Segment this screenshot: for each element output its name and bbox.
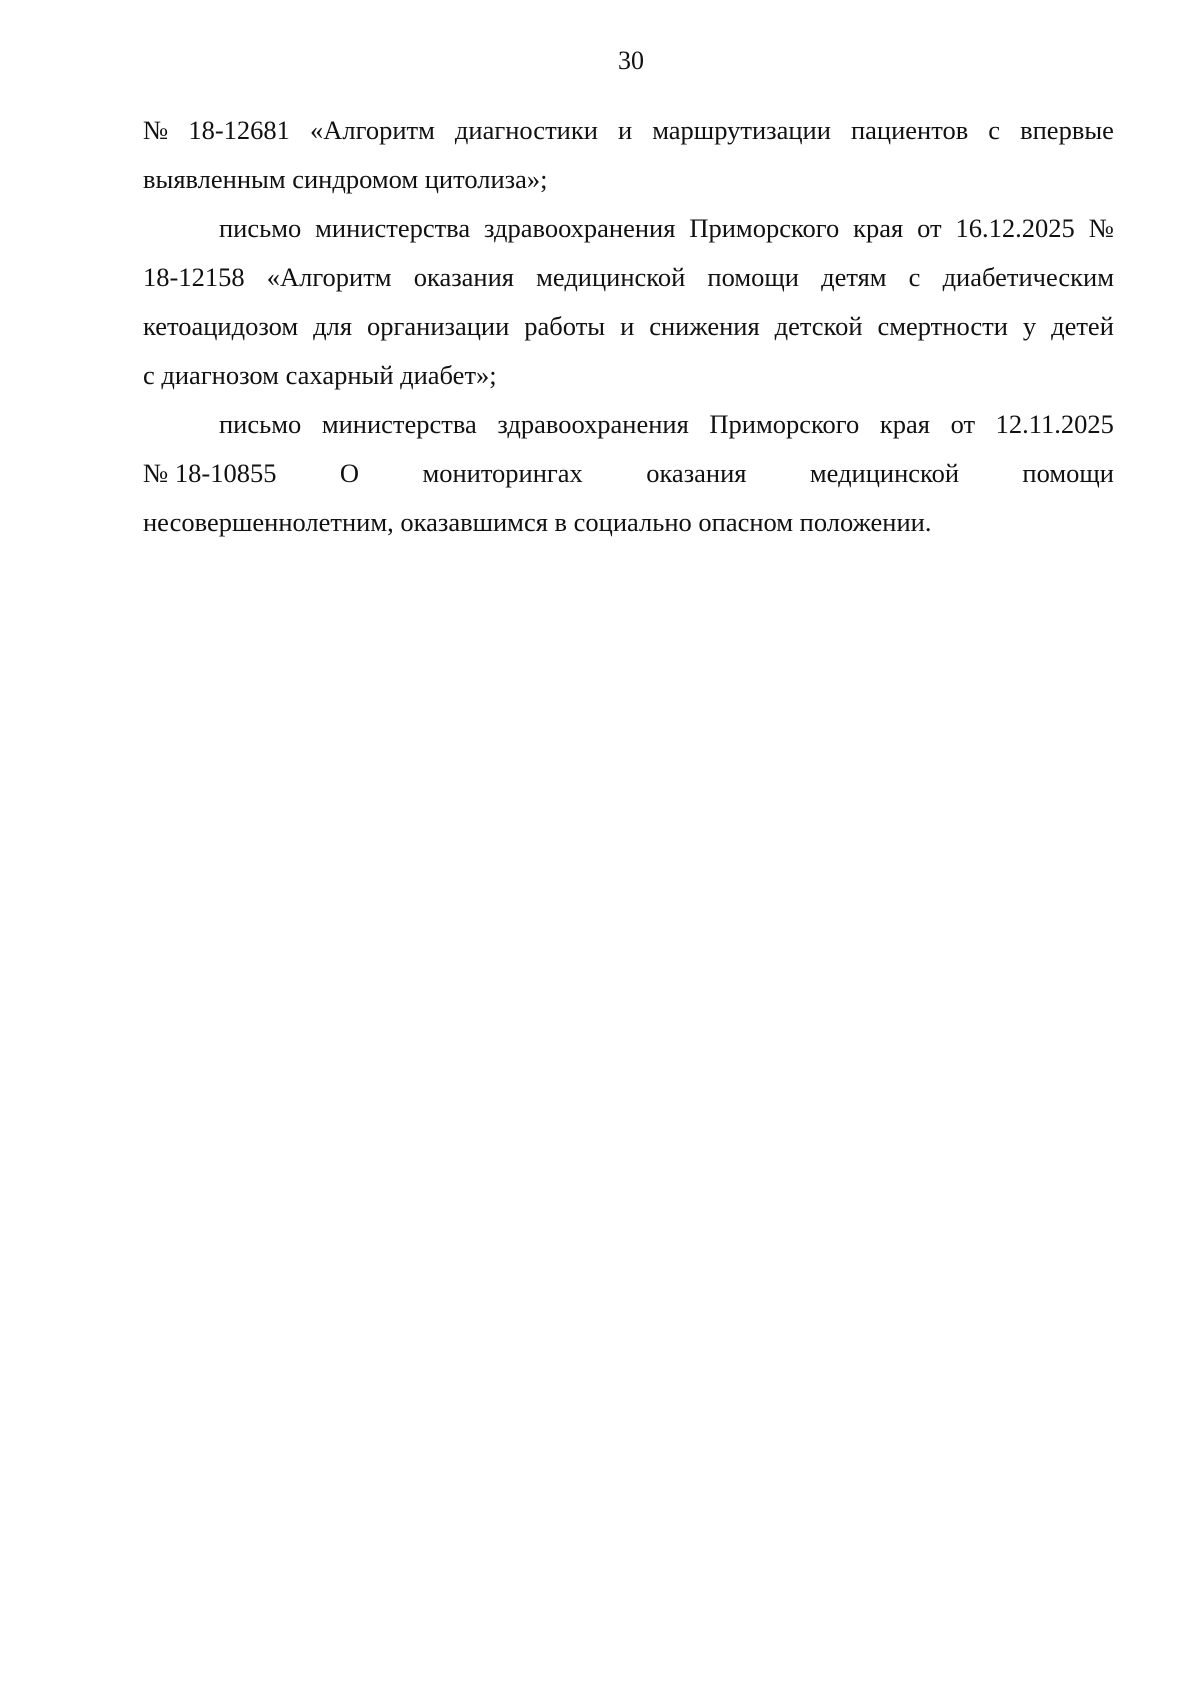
word: края [879,409,930,439]
text-line: несовершеннолетним, оказавшимся в социально опасном положении. [143,507,932,537]
word: снижения [649,311,760,341]
word: маршрутизации [652,115,831,145]
paragraph-letter-2 [143,400,1114,547]
text-line: с диагнозом сахарный диабет»; [143,360,497,390]
word: помощи [1022,458,1114,488]
paragraph-continuation [143,106,1114,204]
word: «Алгоритм [310,115,435,145]
text-line [143,449,1114,498]
paragraph-letter-1 [143,204,1114,400]
text-line [143,204,1114,253]
word: детской [774,311,863,341]
word: организации [367,311,510,341]
word: Приморского [709,409,860,439]
word: работы [524,311,606,341]
word: края [853,213,904,243]
word: у [1022,311,1037,341]
word: оказания [646,458,747,488]
document-body [143,106,1114,547]
word: «Алгоритм [266,262,392,292]
word: и [617,115,633,145]
text-line [143,400,1114,449]
word: министерства [315,213,471,243]
word: мониторингах [422,458,583,488]
word: 18-12158 [143,262,245,292]
word: медицинской [536,262,686,292]
word: министерства [321,409,477,439]
word: детям [821,262,887,292]
word: № [1088,213,1114,243]
word: от [950,409,976,439]
word: кетоацидозом [143,311,299,341]
word: диагностики [454,115,598,145]
word: и [620,311,635,341]
word: 16.12.2025 [955,213,1075,243]
word: диабетическим [942,262,1114,292]
word: с [988,115,1001,145]
word: смертности [877,311,1008,341]
word: помощи [707,262,799,292]
text-line [143,253,1114,302]
word: для [313,311,353,341]
word: здравоохранения [484,213,676,243]
word: письмо [219,213,302,243]
word: Приморского [689,213,840,243]
word: О [339,458,360,488]
word: здравоохранения [497,409,689,439]
word: № [143,115,169,145]
word: оказания [413,262,514,292]
word: 12.11.2025 [995,409,1114,439]
word: № 18-10855 [143,458,277,488]
word: от [917,213,942,243]
page-number: 30 [618,46,644,75]
word: впервые [1020,115,1114,145]
text-line: выявленным синдромом цитолиза»; [143,164,548,194]
text-line [143,302,1114,351]
word: 18-12681 [188,115,290,145]
word: с [908,262,921,292]
text-line [143,106,1114,155]
word: письмо [219,409,302,439]
word: пациентов [850,115,969,145]
word: детей [1051,311,1114,341]
word: медицинской [809,458,960,488]
